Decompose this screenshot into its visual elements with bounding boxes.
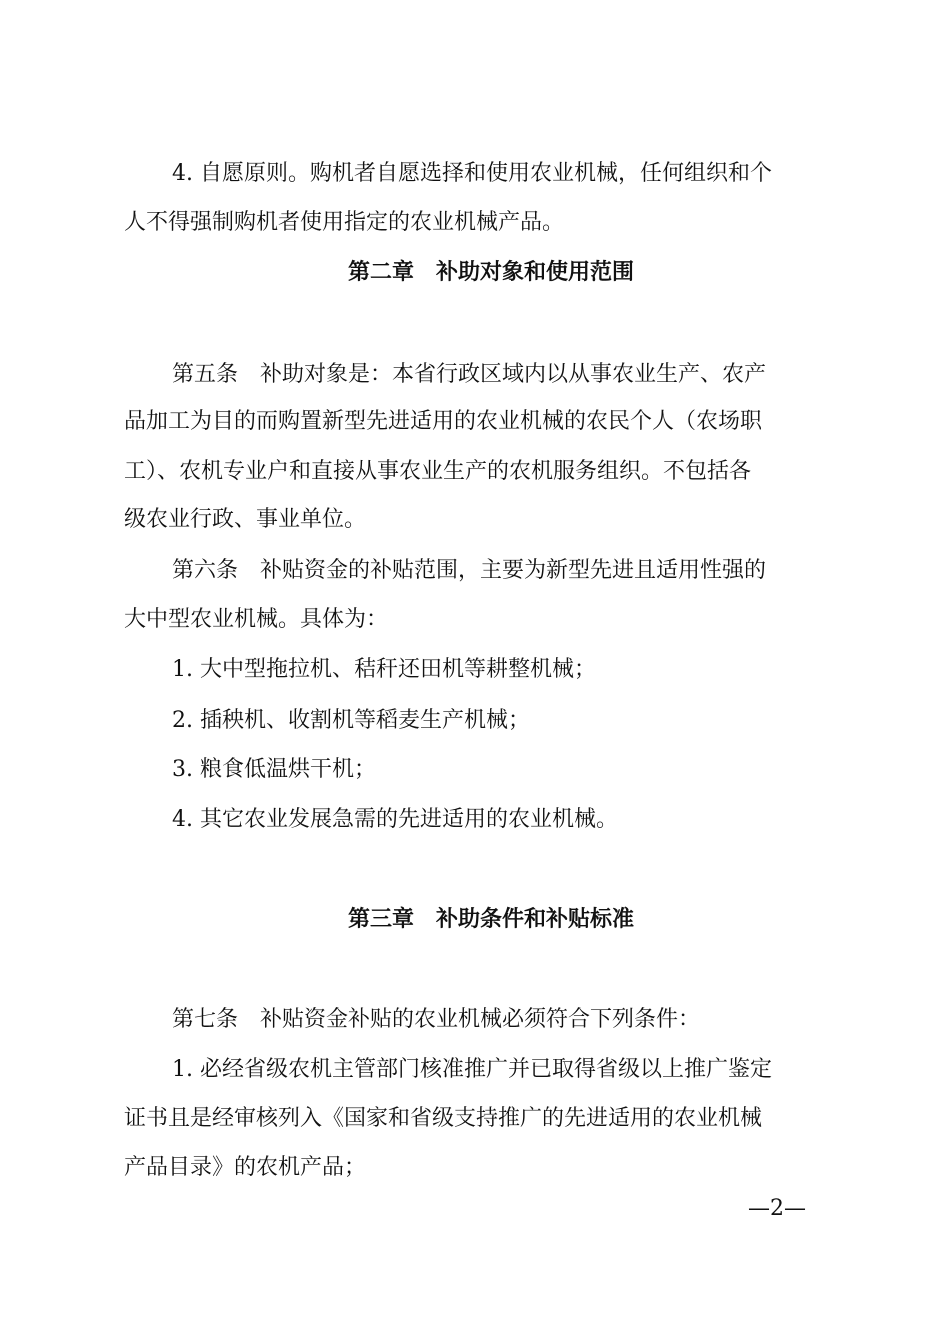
article-7-item-1-line-1: 1. 必经省级农机主管部门核准推广并已取得省级以上推广鉴定 [172, 1057, 772, 1082]
article-6-item-4: 4. 其它农业发展急需的先进适用的农业机械。 [172, 807, 618, 832]
chapter-2-title: 第二章 补助对象和使用范围 [347, 260, 634, 285]
article-7-item-1-line-2: 证书且是经审核列入《国家和省级支持推广的先进适用的农业机械 [124, 1106, 763, 1131]
article-7-line-1: 第七条 补贴资金补贴的农业机械必须符合下列条件： [172, 1007, 701, 1032]
article-6-item-2: 2. 插秧机、收割机等稻麦生产机械； [172, 708, 530, 733]
article-5-line-4: 级农业行政、事业单位。 [124, 507, 367, 532]
page-number: —2— [748, 1196, 806, 1221]
principle-4-line-1: 4. 自愿原则。购机者自愿选择和使用农业机械，任何组织和个 [172, 161, 772, 186]
article-6-item-1: 1. 大中型拖拉机、秸秆还田机等耕整机械； [172, 657, 596, 682]
article-6-item-3: 3. 粮食低温烘干机； [172, 757, 376, 782]
article-5-line-3: 工）、农机专业户和直接从事农业生产的农机服务组织。不包括各 [124, 459, 752, 484]
principle-4-line-2: 人不得强制购机者使用指定的农业机械产品。 [124, 210, 565, 235]
article-6-line-2: 大中型农业机械。具体为： [124, 607, 389, 632]
article-6-line-1: 第六条 补贴资金的补贴范围，主要为新型先进且适用性强的 [172, 558, 767, 583]
article-5-line-1: 第五条 补助对象是：本省行政区域内以从事农业生产、农产 [172, 362, 767, 387]
chapter-3-title: 第三章 补助条件和补贴标准 [347, 907, 634, 932]
article-5-line-2: 品加工为目的而购置新型先进适用的农业机械的农民个人（农场职 [124, 409, 763, 434]
article-7-item-1-line-3: 产品目录》的农机产品； [124, 1155, 367, 1180]
